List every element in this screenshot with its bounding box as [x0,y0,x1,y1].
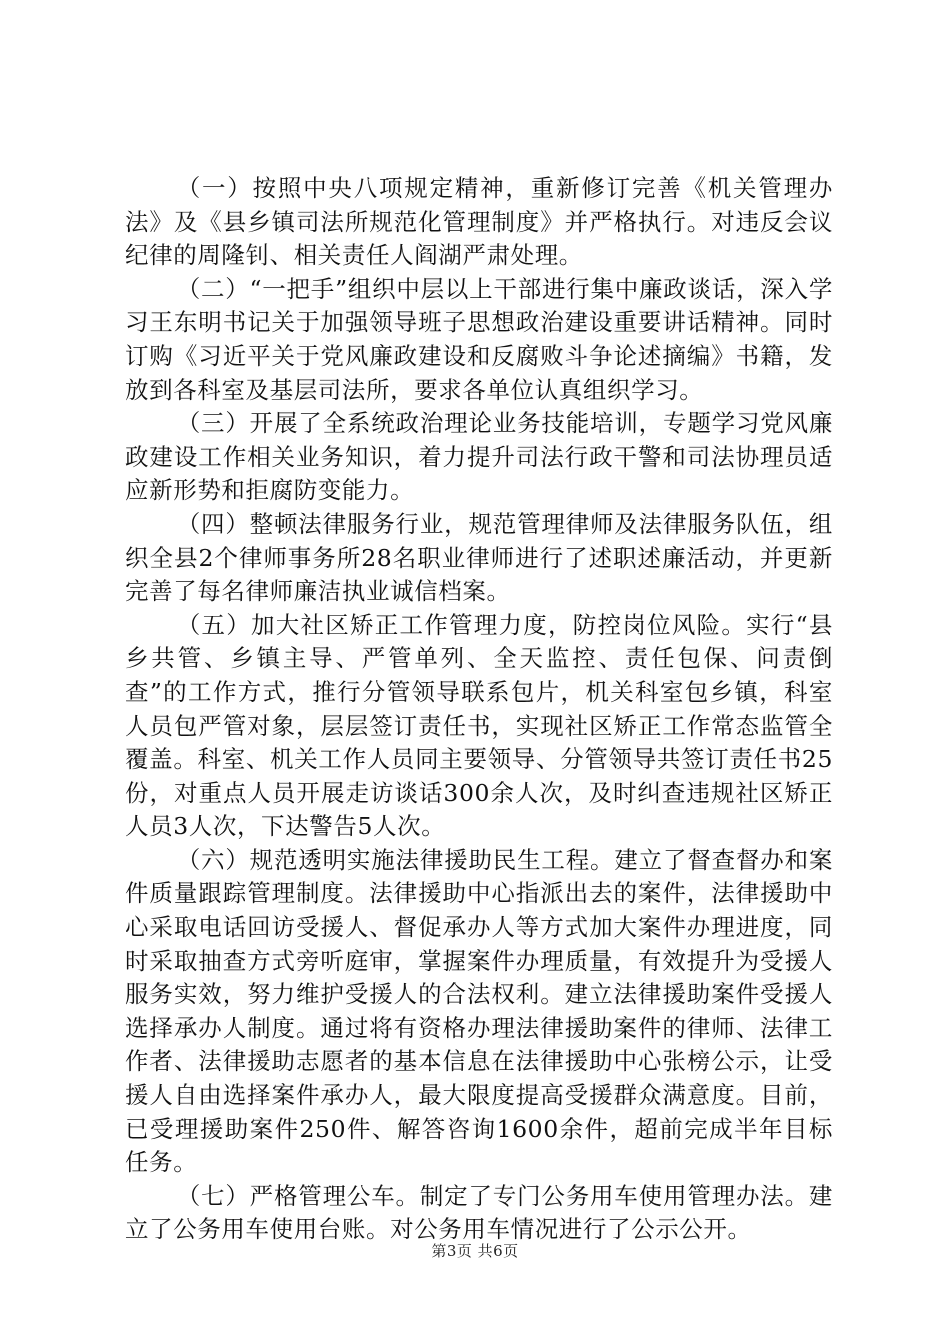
paragraph-1: （一）按照中央八项规定精神，重新修订完善《机关管理办法》及《县乡镇司法所规范化管理制度》并严格执行。对违反会议纪律的周隆钊、相关责任人阎湖严肃处理。 [125,174,833,270]
paragraph-7: （七）严格管理公车。制定了专门公务用车使用管理办法。建立了公务用车使用台账。对公务用车情况进行了公示公开。 [125,1181,833,1244]
paragraph-5: （五）加大社区矫正工作管理力度，防控岗位风险。实行“县乡共管、乡镇主导、严管单列、全天监控、责任包保、问责倒查”的工作方式，推行分管领导联系包片，机关科室包乡镇，科室人员包严管对象，层层签订责任书，实现社区矫正工作常态监管全覆盖。科室、机关工作人员同主要领导、分管领导共签订责任书25份，对重点人员开展走访谈话300余人次，及时纠查违规社区矫正人员3人次，下达警告5人次。 [125,610,833,841]
paragraph-2: （二）“一把手”组织中层以上干部进行集中廉政谈话，深入学习王东明书记关于加强领导班子思想政治建设重要讲话精神。同时订购《习近平关于党风廉政建设和反腐败斗争论述摘编》书籍，发放到各科室及基层司法所，要求各单位认真组织学习。 [125,274,833,404]
page-footer: 第3页 共6页 [431,1242,519,1260]
document-body [125,172,833,1247]
paragraph-6: （六）规范透明实施法律援助民生工程。建立了督查督办和案件质量跟踪管理制度。法律援助中心指派出去的案件，法律援助中心采取电话回访受援人、督促承办人等方式加大案件办理进度，同时采取抽查方式旁听庭审，掌握案件办理质量，有效提升为受援人服务实效，努力维护受援人的合法权利。建立法律援助案件受援人选择承办人制度。通过将有资格办理法律援助案件的律师、法律工作者、法律援助志愿者的基本信息在法律援助中心张榜公示，让受援人自由选择案件承办人，最大限度提高受援群众满意度。目前，已受理援助案件250件、解答咨询1600余件，超前完成半年目标任务。 [125,845,833,1177]
paragraph-4: （四）整顿法律服务行业，规范管理律师及法律服务队伍，组织全县2个律师事务所28名职业律师进行了述职述廉活动，并更新完善了每名律师廉洁执业诚信档案。 [125,509,833,606]
paragraph-3: （三）开展了全系统政治理论业务技能培训，专题学习党风廉政建设工作相关业务知识，着力提升司法行政干警和司法协理员适应新形势和拒腐防变能力。 [125,409,833,505]
